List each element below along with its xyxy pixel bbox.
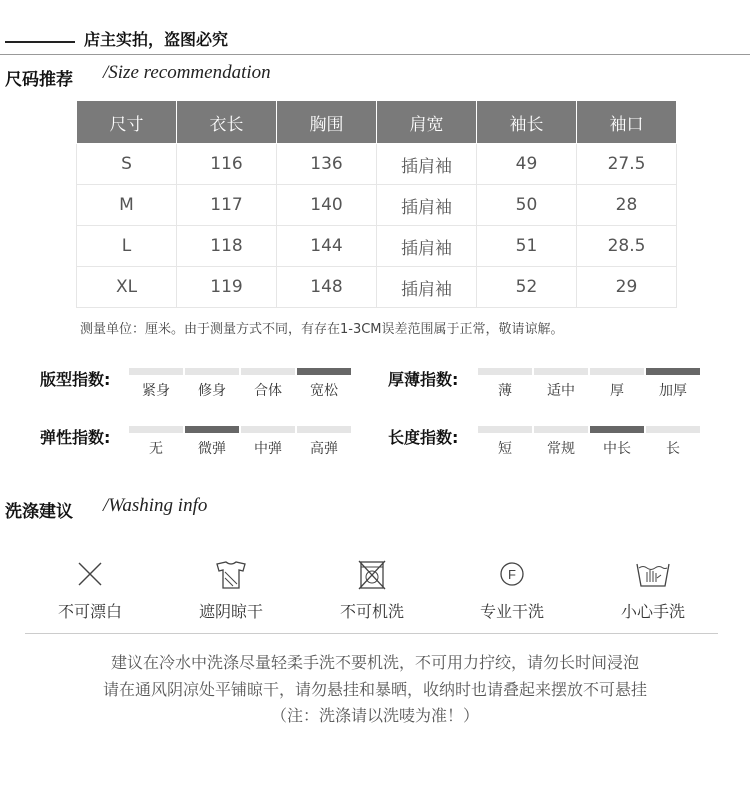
thickness-option: 厚: [610, 383, 624, 399]
table-cell: 119: [177, 267, 277, 308]
thickness-option: 加厚: [659, 383, 687, 399]
washing-advice-line-2: 请在通风阴凉处平铺晾干，请勿悬挂和暴晒，收纳时也请叠起来摆放不可悬挂: [102, 680, 647, 699]
no-bleach-label: 不可漂白: [57, 602, 122, 621]
table-cell: 116: [177, 144, 277, 185]
elasticity-option: 微弹: [198, 441, 226, 457]
header-notice: 店主实拍，盗图必究: [84, 30, 229, 49]
col-header: 袖长: [477, 101, 577, 144]
length-bar-1: [478, 426, 532, 433]
table-cell: XL: [77, 267, 177, 308]
fit-bar-2: [185, 368, 239, 375]
fit-bar-4-selected: [297, 368, 351, 375]
table-cell: 118: [177, 226, 277, 267]
length-option: 中长: [603, 441, 631, 457]
washing-advice-note: （注：洗涤请以洗唛为准！）: [270, 706, 479, 725]
table-cell: 148: [277, 267, 377, 308]
thickness-option: 薄: [498, 383, 512, 399]
washing-divider: [25, 633, 718, 634]
col-header: 尺寸: [77, 101, 177, 144]
length-option: 长: [666, 441, 680, 457]
no-bleach-icon: [70, 558, 110, 592]
table-cell: 插肩袖: [377, 144, 477, 185]
table-row: [77, 226, 677, 267]
table-cell: 50: [477, 185, 577, 226]
fit-option: 宽松: [310, 383, 338, 399]
elasticity-bar-4: [297, 426, 351, 433]
dry-clean-label: 专业干洗: [479, 602, 544, 621]
col-header: 袖口: [577, 101, 677, 144]
shade-dry-label: 遮阴晾干: [198, 602, 263, 621]
table-cell: M: [77, 185, 177, 226]
washing-advice-line-1: 建议在冷水中洗涤尽量轻柔手洗不要机洗，不可用力拧绞，请勿长时间浸泡: [110, 653, 639, 672]
elasticity-bar-1: [129, 426, 183, 433]
table-cell: 49: [477, 144, 577, 185]
table-cell: 140: [277, 185, 377, 226]
table-cell: 51: [477, 226, 577, 267]
table-row: [77, 185, 677, 226]
col-header: 肩宽: [377, 101, 477, 144]
table-row: [77, 267, 677, 308]
fit-index-label: 版型指数:: [40, 370, 111, 389]
table-cell: 插肩袖: [377, 267, 477, 308]
fit-option: 修身: [198, 383, 226, 399]
fit-bar-3: [241, 368, 295, 375]
size-section-title: 尺码推荐: [5, 70, 73, 90]
measurement-note: 测量单位：厘米。由于测量方式不同，有存在1-3CM误差范围属于正常，敬请谅解。: [80, 322, 564, 337]
fit-option: 紧身: [142, 383, 170, 399]
thickness-bar-3: [590, 368, 644, 375]
thickness-bar-2: [534, 368, 588, 375]
fit-option: 合体: [254, 383, 282, 399]
table-cell: L: [77, 226, 177, 267]
table-cell: 117: [177, 185, 277, 226]
hand-wash-label: 小心手洗: [620, 602, 685, 621]
thickness-option: 适中: [547, 383, 575, 399]
svg-text:F: F: [508, 567, 516, 582]
table-row: [77, 144, 677, 185]
size-table: [76, 100, 677, 308]
header-accent-line: [5, 41, 75, 43]
table-cell: 28.5: [577, 226, 677, 267]
elasticity-index-label: 弹性指数:: [40, 428, 111, 447]
elasticity-bar-2-selected: [185, 426, 239, 433]
elasticity-option: 高弹: [310, 441, 338, 457]
washing-section-subtitle: /Washing info: [103, 495, 208, 516]
elasticity-bar-3: [241, 426, 295, 433]
thickness-index-label: 厚薄指数:: [388, 370, 459, 389]
thickness-bar-1: [478, 368, 532, 375]
col-header: 衣长: [177, 101, 277, 144]
table-cell: 插肩袖: [377, 226, 477, 267]
size-section-subtitle: /Size recommendation: [103, 62, 271, 83]
table-cell: S: [77, 144, 177, 185]
table-cell: 插肩袖: [377, 185, 477, 226]
dry-clean-icon: [492, 558, 532, 592]
length-option: 常规: [547, 441, 575, 457]
col-header: 胸围: [277, 101, 377, 144]
thickness-bar-4-selected: [646, 368, 700, 375]
length-option: 短: [498, 441, 512, 457]
table-cell: 144: [277, 226, 377, 267]
length-bar-2: [534, 426, 588, 433]
table-cell: 136: [277, 144, 377, 185]
table-cell: 28: [577, 185, 677, 226]
table-cell: 27.5: [577, 144, 677, 185]
table-cell: 52: [477, 267, 577, 308]
hand-wash-icon: [633, 558, 673, 592]
washing-section-title: 洗涤建议: [5, 502, 73, 522]
no-machine-wash-label: 不可机洗: [339, 602, 404, 621]
length-index-label: 长度指数:: [388, 428, 459, 447]
length-bar-4: [646, 426, 700, 433]
size-table-header-row: [77, 101, 677, 144]
shade-dry-icon: [211, 558, 251, 592]
header-divider: [0, 54, 750, 55]
elasticity-option: 中弹: [254, 441, 282, 457]
length-bar-3-selected: [590, 426, 644, 433]
elasticity-option: 无: [149, 441, 163, 457]
table-cell: 29: [577, 267, 677, 308]
fit-bar-1: [129, 368, 183, 375]
no-machine-wash-icon: [352, 558, 392, 592]
